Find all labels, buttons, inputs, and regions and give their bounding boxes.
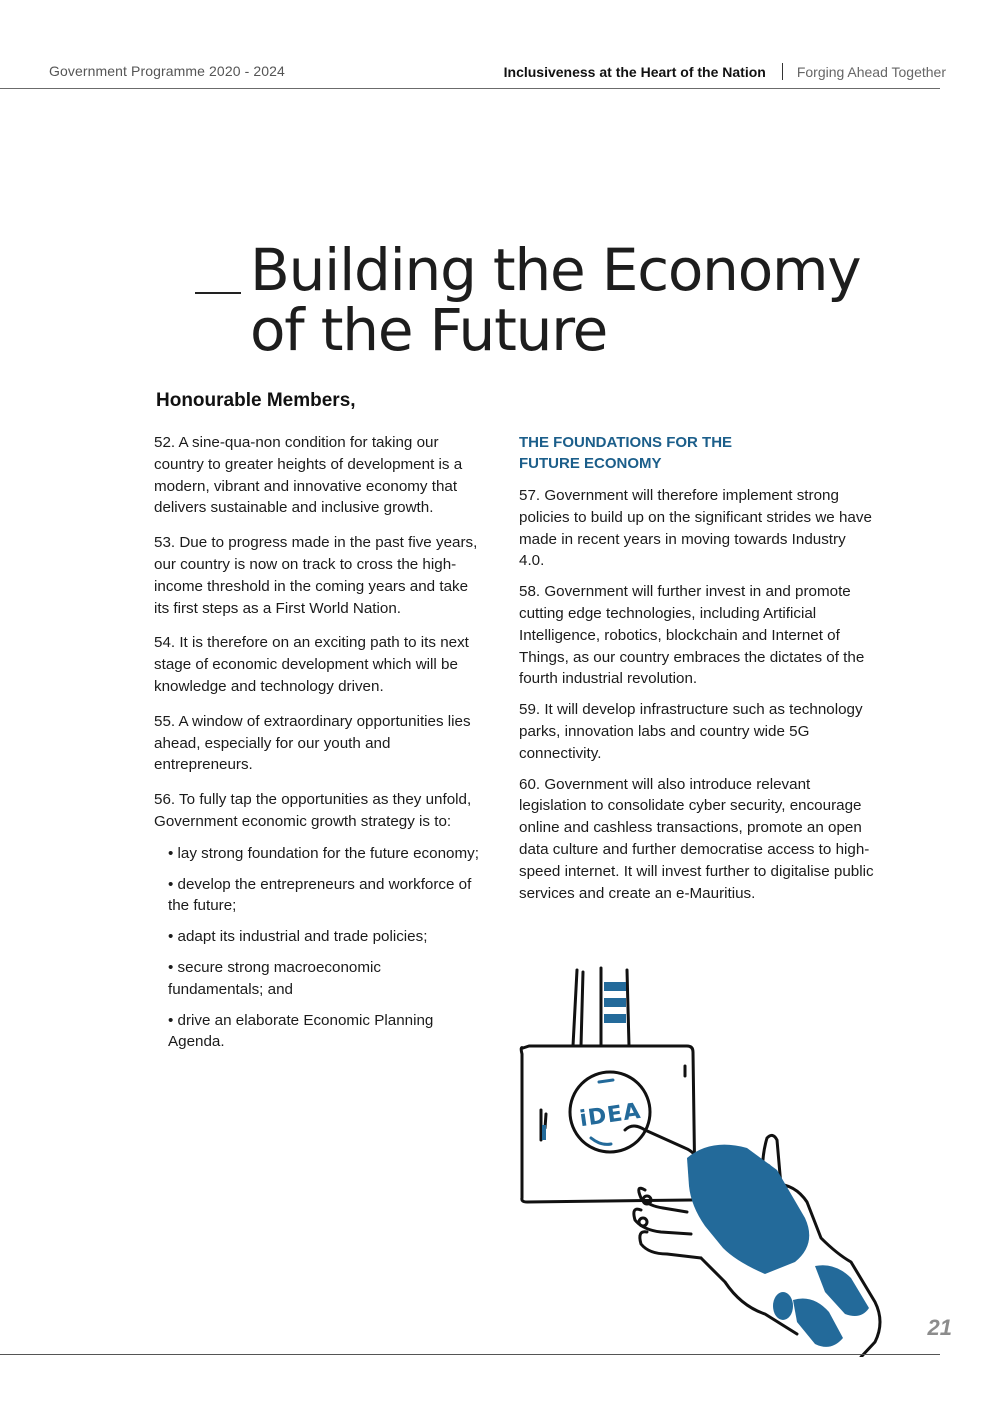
header-theme-title: Inclusiveness at the Heart of the Nation <box>503 63 766 80</box>
robot-glove <box>687 1145 809 1274</box>
header-divider <box>0 88 940 89</box>
left-column <box>154 432 480 1062</box>
idea-button-label: iDEA <box>578 1098 643 1133</box>
paragraph-56: 56. To fully tap the opportunities as they unfold, Government economic growth strategy is to: <box>154 791 472 830</box>
title-dash-decoration <box>195 292 241 294</box>
paragraph-58: 58. Government will further invest in and promote cutting edge technologies, including Artificial Intelligence, robotics, blockchain and Internet of Things, as our country embraces the dictates of the fourth industrial revolution. <box>519 583 865 688</box>
paragraph-55: 55. A window of extraordinary opportunities lies ahead, especially for our youth and entrepreneurs. <box>154 712 471 774</box>
header-separator <box>782 63 783 80</box>
running-header-left: Government Programme 2020 - 2024 <box>49 63 285 79</box>
paragraph-54: 54. It is therefore on an exciting path to its next stage of economic development which will be knowledge and technology driven. <box>154 634 469 695</box>
paragraph-60: 60. Government will also introduce relevant legislation to consolidate cyber security, encourage online and cashless transactions, promote an open data culture and further democratise access to high-speed internet. It will invest further to digitalise public services and create an e-Mauritius. <box>519 775 874 902</box>
header-tagline: Forging Ahead Together <box>796 63 946 80</box>
page-title-line-2: of the Future <box>250 296 608 364</box>
strategy-bullet: • develop the entrepreneurs and workforce of the future; <box>168 875 472 915</box>
strategy-bullet: • drive an elaborate Economic Planning Agenda. <box>168 1011 434 1051</box>
page-number: 21 <box>927 1315 952 1340</box>
paragraph-53: 53. Due to progress made in the past five years, our country is now on track to cross the high-income threshold in the coming years and take its first steps as a First World Nation. <box>154 534 478 617</box>
paragraph-57: 57. Government will therefore implement strong policies to build up on the significant strides we have made in recent years in moving towards Industry 4.0. <box>519 487 872 570</box>
strategy-bullet: • lay strong foundation for the future economy; <box>168 844 479 862</box>
section-heading-line-1: THE FOUNDATIONS FOR THE <box>519 434 733 451</box>
paragraph-52: 52. A sine-qua-non condition for taking our country to greater heights of development is a modern, vibrant and innovative economy that delivers sustainable and inclusive growth. <box>154 434 463 517</box>
section-heading <box>519 432 875 474</box>
cable-left-line <box>573 970 577 1046</box>
right-column <box>519 432 875 917</box>
page-title <box>250 236 861 364</box>
robot-hand-pressing-idea-button-icon <box>515 962 895 1357</box>
strategy-bullet: • secure strong macroeconomic fundamentals; and <box>168 958 381 998</box>
strategy-bullet: • adapt its industrial and trade policies; <box>168 928 428 946</box>
section-heading-line-2: FUTURE ECONOMY <box>519 455 662 472</box>
page-title-line-1: Building the Economy <box>250 236 861 304</box>
running-header-right <box>504 63 946 80</box>
footer-divider <box>0 1354 940 1355</box>
salutation: Honourable Members, <box>156 390 356 411</box>
pole-stripe <box>604 982 626 991</box>
paragraph-59: 59. It will develop infrastructure such as technology parks, innovation labs and country wide 5G connectivity. <box>519 701 863 762</box>
